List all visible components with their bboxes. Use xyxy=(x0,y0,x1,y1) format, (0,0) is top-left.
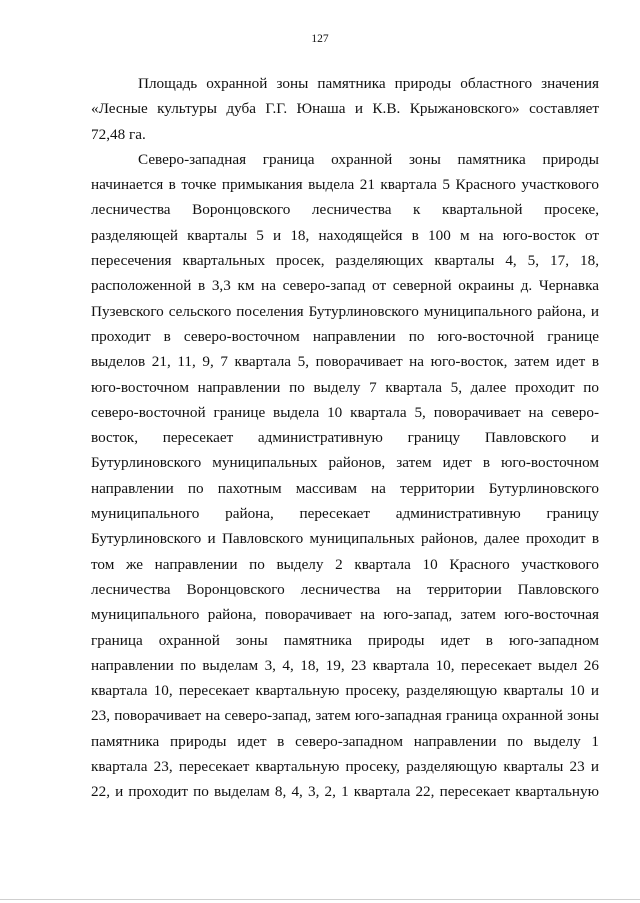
text-line: начинается в точке примыкания выдела 21 квартала 5 Красного участкового xyxy=(91,176,599,194)
text-line: лесничества Воронцовского лесничества к квартальной просеке, xyxy=(91,201,599,219)
text-line: юго-восточном направлении по выделу 7 квартала 5, далее проходит по xyxy=(91,378,599,396)
text-line: Северо-западная граница охранной зоны памятника природы xyxy=(138,150,599,168)
text-line: памятника природы идет в северо-западном направлении по выделу 1 xyxy=(91,732,599,750)
page-number: 127 xyxy=(311,33,329,45)
paragraph-boundary-description xyxy=(91,147,599,805)
text-line: пересечения квартальных просек, разделяющих кварталы 4, 5, 17, 18, xyxy=(91,252,599,270)
text-line: «Лесные культуры дуба Г.Г. Юнаша и К.В. Крыжановского» составляет xyxy=(91,100,599,118)
text-line: выделов 21, 11, 9, 7 квартала 5, поворачивает на юго-восток, затем идет в xyxy=(91,353,599,371)
text-line: квартала 23, пересекает квартальную просеку, разделяющую кварталы 23 и xyxy=(91,758,599,776)
page-bottom-edge xyxy=(0,899,640,900)
text-line: лесничества Воронцовского лесничества на территории Павловского xyxy=(91,580,599,598)
text-line: восток, пересекает административную границу Павловского и xyxy=(91,429,599,447)
text-line: северо-восточной границе выдела 10 квартала 5, поворачивает на северо- xyxy=(91,403,599,421)
text-line: муниципального района, пересекает административную границу xyxy=(91,505,599,523)
text-line: квартала 10, пересекает квартальную просеку, разделяющую кварталы 10 и xyxy=(91,682,599,700)
text-line: проходит в северо-восточном направлении по юго-восточной границе xyxy=(91,327,599,345)
text-line: граница охранной зоны памятника природы идет в юго-западном xyxy=(91,631,599,649)
text-line: том же направлении по выделу 2 квартала 10 Красного участкового xyxy=(91,555,599,573)
text-line: Бутурлиновского муниципальных районов, затем идет в юго-восточном xyxy=(91,454,599,472)
text-line: расположенной в 3,3 км на северо-запад от северной окраины д. Чернавка xyxy=(91,277,599,295)
text-line: направлении по выделам 3, 4, 18, 19, 23 квартала 10, пересекает выдел 26 xyxy=(91,656,599,674)
text-line: 72,48 га. xyxy=(91,125,146,143)
text-line: Площадь охранной зоны памятника природы областного значения xyxy=(138,75,599,92)
paragraph-protected-zone-area xyxy=(91,71,599,147)
text-line: 23, поворачивает на северо-запад, затем юго-западная граница охранной зоны xyxy=(91,707,599,725)
text-line: разделяющей кварталы 5 и 18, находящейся в 100 м на юго-восток от xyxy=(91,226,599,244)
text-line: Пузевского сельского поселения Бутурлиновского муниципального района, и xyxy=(91,302,599,320)
text-line: Бутурлиновского и Павловского муниципальных районов, далее проходит в xyxy=(91,530,599,548)
text-line: 22, и проходит по выделам 8, 4, 3, 2, 1 квартала 22, пересекает квартальную xyxy=(91,783,599,801)
text-line: направлении по пахотным массивам на территории Бутурлиновского xyxy=(91,479,599,497)
text-line: муниципального района, поворачивает на юго-запад, затем юго-восточная xyxy=(91,606,599,624)
document-body xyxy=(91,71,599,805)
